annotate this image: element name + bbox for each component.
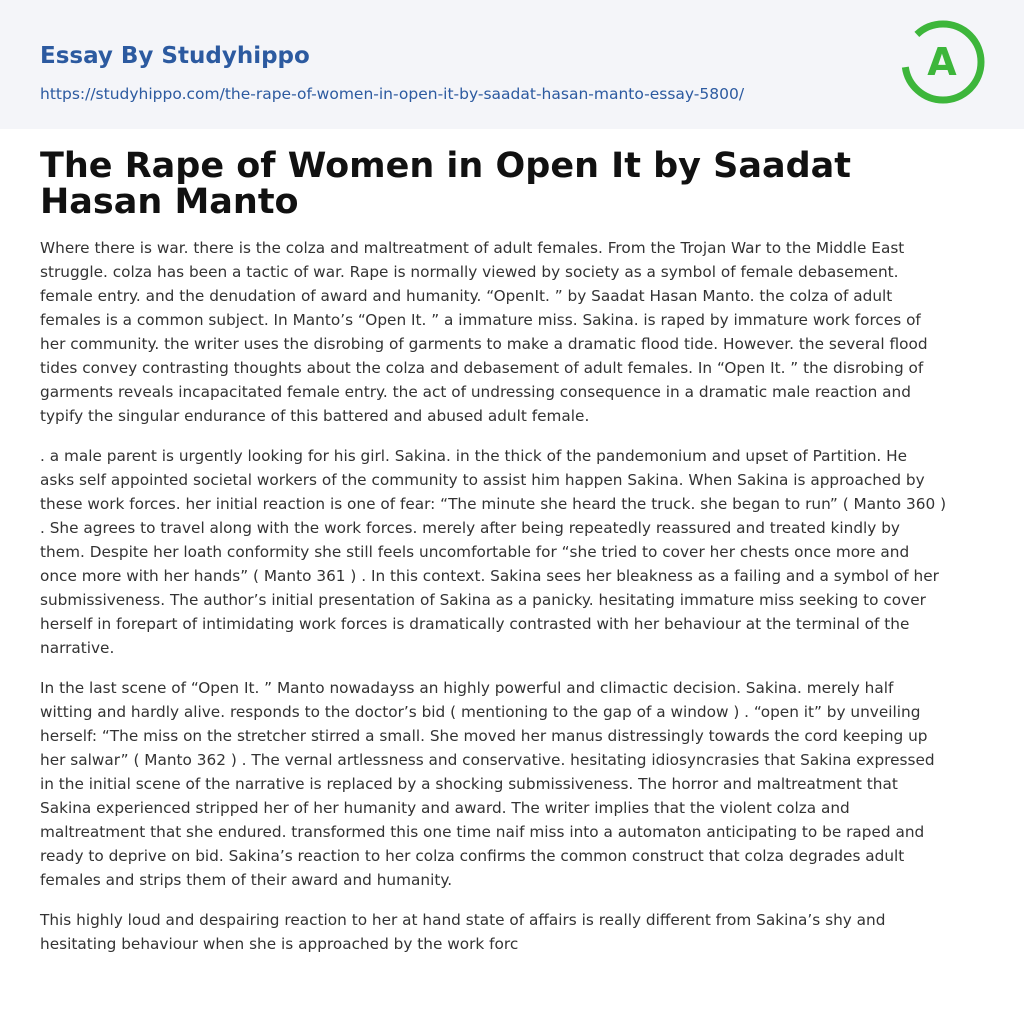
essay-paragraph: In the last scene of “Open It. ” Manto nowadayss an highly powerful and climactic decision. Sakina. merely half witting and hardly alive. responds to the doctor’s bid ( mentioning to the gap of a window ) . “open it” by unveiling herself: “The miss on the stretcher stirred a small. She moved her manus distressingly towards the cord keeping up her salwar” ( Manto 362 ) . The vernal artlessness and conservative. hesitating idiosyncrasies that Sakina expressed in the initial scene of the narrative is replaced by a shocking submissiveness. The horror and maltreatment that Sakina experienced stripped her of her humanity and award. The writer implies that the violent colza and maltreatment that she endured. transformed this one time naif miss into a automaton anticipating to be raped and ready to deprive on bid. Sakina’s reaction to her colza confirms the common construct that colza degrades adult females and strips them of their award and humanity. (40, 679, 935, 889)
essay-content (40, 148, 984, 972)
source-url-link[interactable]: https://studyhippo.com/the-rape-of-women-in-open-it-by-saadat-hasan-manto-essay-5800/ (40, 85, 745, 103)
essay-paragraph: Where there is war. there is the colza and maltreatment of adult females. From the Trojan War to the Middle East struggle. colza has been a tactic of war. Rape is normally viewed by society as a symbol of female debasement. female entry. and the denudation of award and humanity. “OpenIt. ” by Saadat Hasan Manto. the colza of adult females is a common subject. In Manto’s “Open It. ” a immature miss. Sakina. is raped by immature work forces of her community. the writer uses the disrobing of garments to make a dramatic flood tide. However. the several flood tides convey contrasting thoughts about the colza and debasement of adult females. In “Open It. ” the disrobing of garments reveals incapacitated female entry. the act of undressing consequence in a dramatic male reaction and typify the singular endurance of this battered and abused adult female. (40, 239, 928, 425)
essay-paragraph: . a male parent is urgently looking for his girl. Sakina. in the thick of the pandemonium and upset of Partition. He asks self appointed societal workers of the community to assist him happen Sakina. When Sakina is approached by these work forces. her initial reaction is one of fear: “The minute she heard the truck. she began to run” ( Manto 360 ) . She agrees to travel along with the work forces. merely after being repeatedly reassured and treated kindly by them. Despite her loath conformity she still feels uncomfortable for “she tried to cover her chests once more and once more with her hands” ( Manto 361 ) . In this context. Sakina sees her bleakness as a failing and a symbol of her submissiveness. The author’s initial presentation of Sakina as a panicky. hesitating immature miss seeking to cover herself in forepart of intimidating work forces is dramatically contrasted with her behaviour at the terminal of the narrative. (40, 447, 947, 657)
logo-letter: A (927, 40, 957, 84)
site-brand-title[interactable]: Essay By Studyhippo (40, 43, 310, 69)
essay-paragraph: This highly loud and despairing reaction to her at hand state of affairs is really different from Sakina’s shy and hesitating behaviour when she is approached by the work forc (40, 911, 886, 953)
site-header (0, 0, 1024, 129)
essay-title: The Rape of Women in Open It by Saadat Hasan Manto (40, 146, 852, 222)
studyhippo-logo-icon[interactable] (898, 17, 988, 107)
